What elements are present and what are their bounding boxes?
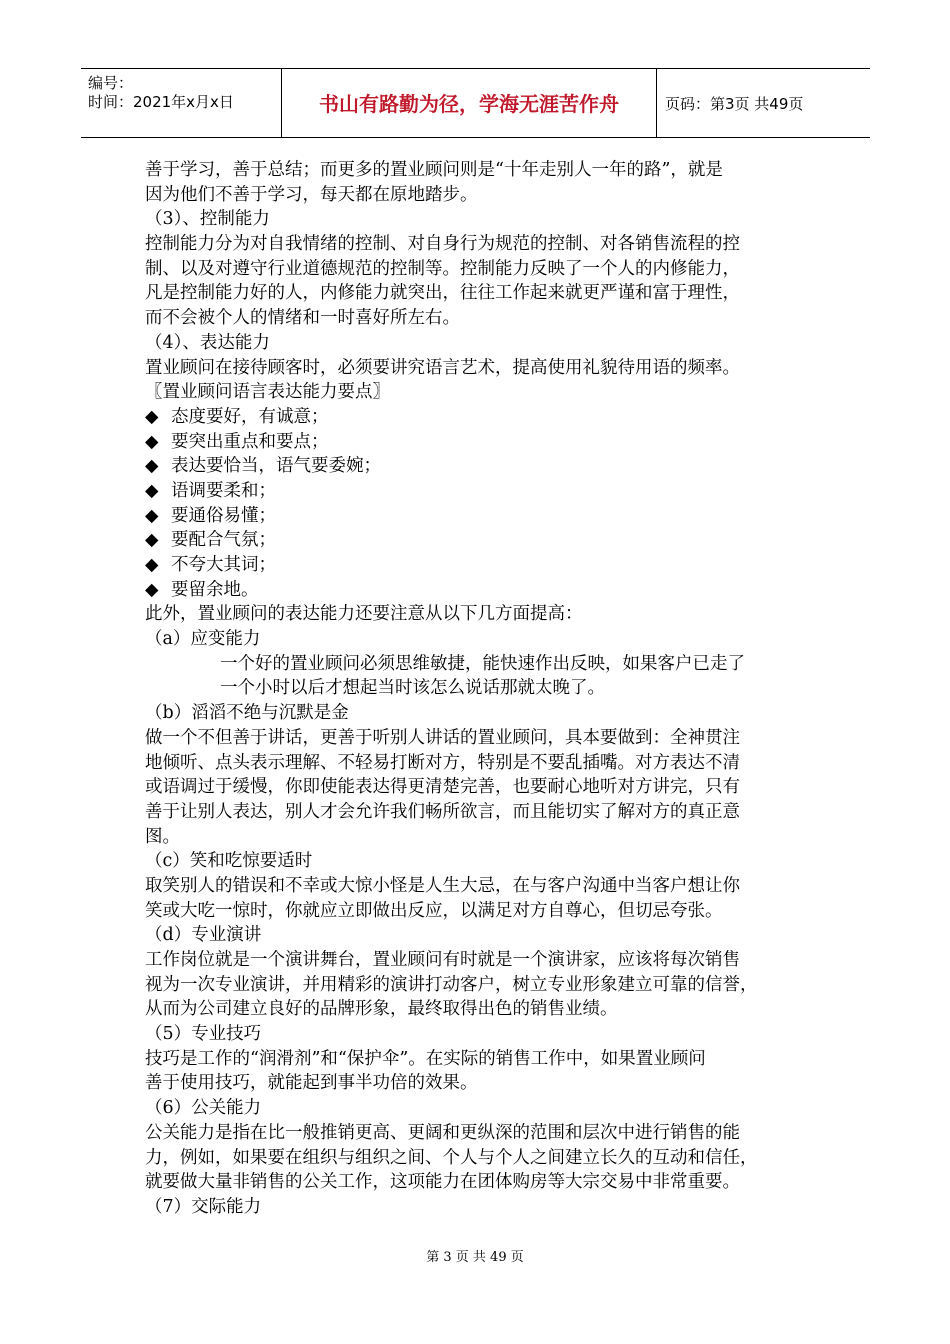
line-text: （4）、表达能力 (145, 332, 270, 353)
paragraph-line (145, 751, 815, 776)
document-number-label: 编号： (88, 74, 134, 92)
line-text: （c）笑和吃惊要适时 (145, 851, 313, 872)
diamond-bullet-icon: ◆ (145, 456, 159, 477)
line-text: 从而为公司建立良好的品牌形象，最终取得出色的销售业绩。 (145, 999, 618, 1020)
line-text: 〖置业顾问语言表达能力要点〗 (145, 382, 390, 403)
paragraph-line (145, 158, 815, 183)
paragraph-line (145, 775, 815, 800)
line-text: 置业顾问在接待顾客时，必须要讲究语言艺术，提高使用礼貌待用语的频率。 (145, 357, 740, 378)
header-motto: 书山有路勤为径，学海无涯苦作舟 (319, 92, 619, 116)
line-text: 善于使用技巧，就能起到事半功倍的效果。 (145, 1073, 478, 1094)
paragraph-line (145, 899, 815, 924)
paragraph-line (145, 281, 815, 306)
bullet-list-item (145, 405, 815, 430)
paragraph-line (145, 800, 815, 825)
line-text: （5）专业技巧 (145, 1024, 262, 1045)
line-text: 不夸大其词； (171, 555, 276, 575)
bullet-list-item (145, 454, 815, 479)
paragraph-line (145, 1121, 815, 1146)
line-text: 做一个不但善于讲话，更善于听别人讲话的置业顾问，具本要做到：全神贯注 (145, 727, 740, 748)
paragraph-line (145, 825, 815, 850)
paragraph-line (145, 331, 815, 356)
paragraph-line (145, 676, 815, 701)
line-text: 控制能力分为对自我情绪的控制、对自身行为规范的控制、对各销售流程的控 (145, 234, 740, 255)
line-text: 要突出重点和要点； (171, 431, 329, 452)
line-text: 地倾听、点头表示理解、不轻易打断对方，特别是不要乱插嘴。对方表达不清 (145, 752, 740, 773)
document-date-label: 时间：2021年x月x日 (88, 93, 234, 111)
paragraph-line (145, 701, 815, 726)
line-text: 善于学习，善于总结；而更多的置业顾问则是“十年走别人一年的路”，就是 (145, 160, 723, 180)
line-text: 语调要柔和； (171, 480, 276, 501)
bullet-list-item (145, 578, 815, 603)
line-text: 善于让别人表达，别人才会允许我们畅所欲言，而且能切实了解对方的真正意 (145, 801, 740, 822)
paragraph-line (145, 997, 815, 1022)
line-text: （a）应变能力 (145, 629, 261, 650)
line-text: 技巧是工作的“润滑剂”和“保护伞”。在实际的销售工作中，如果置业顾问 (145, 1048, 706, 1069)
line-text: 要通俗易懂； (171, 505, 276, 526)
line-text: 笑或大吃一惊时，你就应立即做出反应，以满足对方自尊心，但切忌夸张。 (145, 900, 723, 921)
diamond-bullet-icon: ◆ (145, 431, 159, 452)
line-text: 凡是控制能力好的人，内修能力就突出，往往工作起来就更严谨和富于理性， (145, 283, 740, 304)
line-text: 视为一次专业演讲，并用精彩的演讲打动客户，树立专业形象建立可靠的信誉， (145, 974, 758, 995)
line-text: 态度要好，有诚意； (171, 406, 329, 427)
diamond-bullet-icon: ◆ (145, 579, 159, 600)
paragraph-line (145, 306, 815, 331)
paragraph-line (145, 1170, 815, 1195)
line-text: 图。 (145, 826, 180, 847)
page-footer: 第 3 页 共 49 页 (426, 1250, 524, 1265)
line-text: 力，例如，如果要在组织与组织之间、个人与个人之间建立长久的互动和信任， (145, 1147, 758, 1168)
line-text: 制、以及对遵守行业道德规范的控制等。控制能力反映了一个人的内修能力， (145, 258, 740, 279)
paragraph-line (145, 602, 815, 627)
line-text: （b）滔滔不绝与沉默是金 (145, 703, 349, 724)
line-text: 工作岗位就是一个演讲舞台，置业顾问有时就是一个演讲家，应该将每次销售 (145, 950, 740, 970)
line-text: （d）专业演讲 (145, 925, 262, 946)
header-page-number: 页码：第3页 共49页 (665, 95, 804, 113)
paragraph-line (145, 948, 815, 973)
document-body (145, 158, 815, 1220)
paragraph-line (145, 1047, 815, 1072)
line-text: （6）公关能力 (145, 1098, 262, 1119)
line-text: （3）、控制能力 (145, 209, 270, 230)
paragraph-line (145, 356, 815, 381)
line-text: 要配合气氛； (171, 530, 276, 551)
paragraph-line (145, 1022, 815, 1047)
header-meta-cell (81, 69, 282, 137)
line-text: （7）交际能力 (145, 1196, 262, 1217)
line-text: 表达要恰当，语气要委婉； (171, 456, 381, 477)
diamond-bullet-icon: ◆ (145, 555, 159, 575)
paragraph-line (145, 207, 815, 232)
line-text: 因为他们不善于学习，每天都在原地踏步。 (145, 184, 478, 205)
paragraph-line (145, 652, 815, 677)
paragraph-line (145, 257, 815, 282)
line-text: 要留余地。 (171, 579, 259, 600)
paragraph-line (145, 183, 815, 208)
bullet-list-item (145, 479, 815, 504)
diamond-bullet-icon: ◆ (145, 406, 159, 427)
paragraph-line (145, 380, 815, 405)
line-text: 而不会被个人的情绪和一时喜好所左右。 (145, 308, 460, 329)
header-motto-cell (282, 69, 657, 137)
paragraph-line (145, 1071, 815, 1096)
paragraph-line (145, 849, 815, 874)
paragraph-line (145, 232, 815, 257)
line-text: 此外，置业顾问的表达能力还要注意从以下几方面提高： (145, 604, 583, 625)
line-text: 或语调过于缓慢，你即使能表达得更清楚完善，也要耐心地听对方讲完，只有 (145, 777, 740, 798)
line-text: 一个小时以后才想起当时该怎么说话那就太晚了。 (220, 678, 605, 699)
diamond-bullet-icon: ◆ (145, 530, 159, 551)
paragraph-line (145, 923, 815, 948)
bullet-list-item (145, 528, 815, 553)
diamond-bullet-icon: ◆ (145, 505, 159, 526)
paragraph-line (145, 627, 815, 652)
line-text: 取笑别人的错误和不幸或大惊小怪是人生大忌，在与客户沟通中当客户想让你 (145, 875, 740, 896)
line-text: 公关能力是指在比一般推销更高、更阔和更纵深的范围和层次中进行销售的能 (145, 1122, 740, 1143)
bullet-list-item (145, 430, 815, 455)
line-text: 一个好的置业顾问必须思维敏捷，能快速作出反映，如果客户已走了 (220, 653, 745, 674)
paragraph-line (145, 726, 815, 751)
header-page-cell (657, 69, 870, 137)
diamond-bullet-icon: ◆ (145, 480, 159, 501)
bullet-list-item (145, 504, 815, 529)
line-text: 就要做大量非销售的公关工作，这项能力在团体购房等大宗交易中非常重要。 (145, 1172, 740, 1193)
paragraph-line (145, 874, 815, 899)
page-header (81, 68, 870, 138)
paragraph-line (145, 973, 815, 998)
paragraph-line (145, 1096, 815, 1121)
bullet-list-item (145, 553, 815, 578)
paragraph-line (145, 1146, 815, 1171)
paragraph-line (145, 1195, 815, 1220)
